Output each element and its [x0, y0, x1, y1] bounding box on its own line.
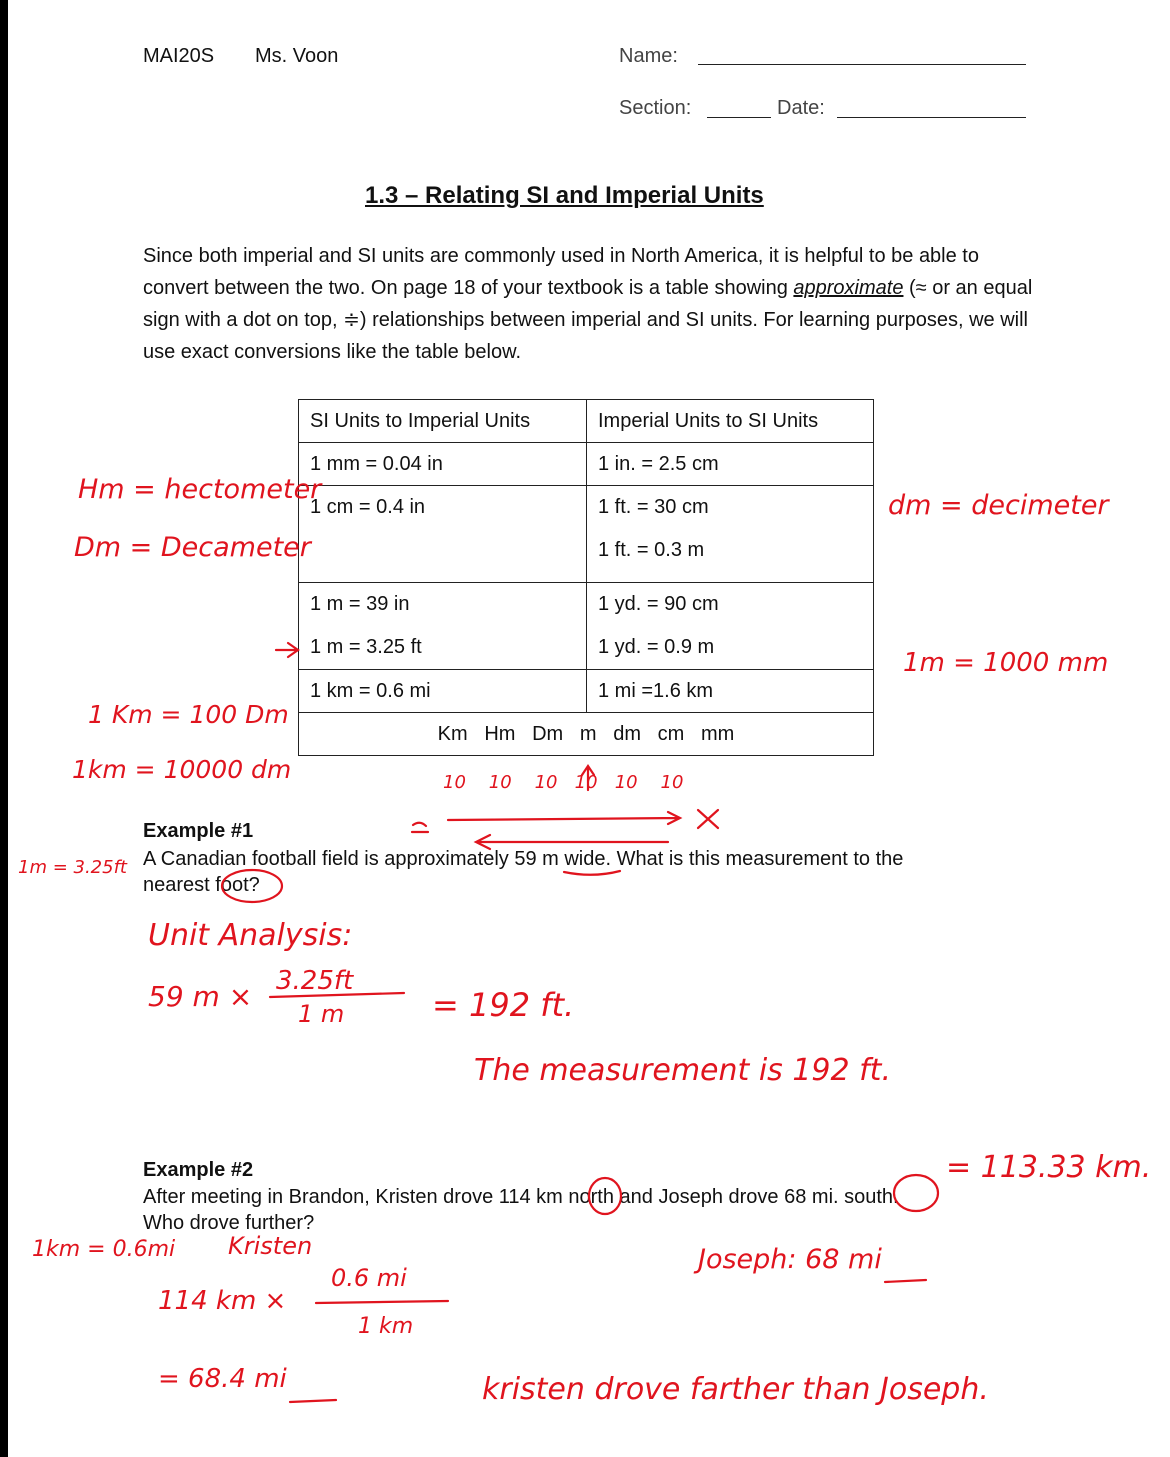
- table-header-si: SI Units to Imperial Units: [299, 400, 587, 443]
- table-cell-line: 1 m = 3.25 ft: [310, 636, 422, 658]
- table-cell-line: 1 yd. = 0.9 m: [598, 636, 715, 658]
- arrow-icon: [276, 643, 298, 657]
- hw-calc1-numerator: 3.25ft: [276, 966, 354, 996]
- hw-decameter-def: Dm = Decameter: [74, 532, 311, 563]
- hw-km-dam: 1 Km = 100 Dm: [88, 700, 289, 729]
- hw-answer2: kristen drove farther than Joseph.: [482, 1372, 989, 1407]
- course-code: MAI20S: [143, 45, 215, 67]
- table-cell-line: 1 yd. = 90 cm: [598, 593, 719, 615]
- table-cell-line: 1 ft. = 30 cm: [598, 496, 709, 518]
- hw-km-mi: 1km = 0.6mi: [32, 1237, 176, 1262]
- hw-calc1-denominator: 1 m: [298, 1000, 345, 1028]
- circle-km: [589, 1178, 621, 1214]
- hw-calc1-result: = 192 ft.: [432, 986, 575, 1024]
- hw-m-mm: 1m = 1000 mm: [903, 648, 1109, 678]
- arrow-right-icon: [448, 812, 680, 824]
- table-header-imperial: Imperial Units to SI Units: [587, 400, 874, 443]
- table-cell: 1 mm = 0.04 in: [299, 443, 587, 486]
- circle-foot: [222, 870, 282, 902]
- hw-km-dm: 1km = 10000 dm: [72, 755, 292, 784]
- underline-59m: [564, 871, 620, 875]
- teacher-name: Ms. Voon: [255, 45, 339, 67]
- underline-68mi: [885, 1280, 926, 1282]
- date-label: Date:: [777, 97, 825, 119]
- hw-calc2-left: 114 km ×: [158, 1286, 287, 1316]
- section-label: Section:: [619, 97, 692, 119]
- intro-part2: (≈ or an equal sign with a dot on top, ≑) relationships between imperial and SI units. For learning purposes, we will use exact conversions like the table below.: [143, 277, 1033, 363]
- circle-mi: [894, 1175, 938, 1211]
- ink-strokes: [8, 0, 1170, 1457]
- hw-hectometer-def: Hm = hectometer: [78, 474, 322, 505]
- hw-kristen: Kristen: [228, 1232, 313, 1260]
- metric-scale-cell: Km Hm Dm m dm cm mm: [299, 713, 874, 756]
- hw-calc2-denominator: 1 km: [358, 1314, 414, 1339]
- name-label: Name:: [619, 45, 678, 67]
- example1-line2: nearest foot?: [143, 874, 260, 896]
- table-cell: 1 in. = 2.5 cm: [587, 443, 874, 486]
- table-cell-line: 1 ft. = 0.3 m: [598, 539, 705, 561]
- hw-joseph: Joseph: 68 mi: [698, 1244, 882, 1275]
- example1-heading: Example #1: [143, 820, 254, 842]
- table-cell: 1 mi =1.6 km: [587, 670, 874, 713]
- table-cell-line: 1 cm = 0.4 in: [310, 496, 426, 518]
- page-title: 1.3 – Relating SI and Imperial Units: [365, 182, 764, 209]
- fraction-bar-2: [316, 1301, 448, 1303]
- hw-answer1: The measurement is 192 ft.: [474, 1053, 891, 1088]
- cross-icon: [698, 810, 718, 828]
- hw-calc2-result: = 68.4 mi: [158, 1364, 287, 1394]
- fraction-bar-1: [270, 993, 404, 997]
- hw-calc1-left: 59 m ×: [148, 980, 253, 1013]
- hw-decimeter-def: dm = decimeter: [888, 490, 1109, 521]
- underline-684mi: [290, 1400, 336, 1402]
- intro-emphasis: approximate: [793, 277, 904, 299]
- example1-line1: A Canadian football field is approximately 59 m wide. What is this measurement to the: [143, 848, 904, 870]
- example2-line2: Who drove further?: [143, 1212, 315, 1234]
- example2-heading: Example #2: [143, 1159, 254, 1181]
- table-cell: 1 km = 0.6 mi: [299, 670, 587, 713]
- hw-m-ft: 1m = 3.25ft: [18, 857, 127, 878]
- example2-line1: After meeting in Brandon, Kristen drove 114 km north and Joseph drove 68 mi. south.: [143, 1186, 899, 1208]
- worksheet-page: [8, 0, 1170, 1457]
- hw-calc2-numerator: 0.6 mi: [331, 1264, 407, 1292]
- arrow-up-icon: [582, 766, 594, 790]
- arrow-left-icon: [476, 835, 668, 849]
- approx-mark-icon: [412, 823, 428, 832]
- table-cell-line: 1 m = 39 in: [310, 593, 410, 615]
- intro-part1: Since both imperial and SI units are commonly used in North America, it is helpful to be able to convert between the two. On page 18 of your textbook is a table showing: [143, 245, 979, 299]
- hw-scale-factors: 10 10 10 10 10 10: [443, 772, 684, 793]
- hw-km-total: = 113.33 km.: [946, 1150, 1152, 1185]
- hw-unit-analysis: Unit Analysis:: [148, 918, 353, 953]
